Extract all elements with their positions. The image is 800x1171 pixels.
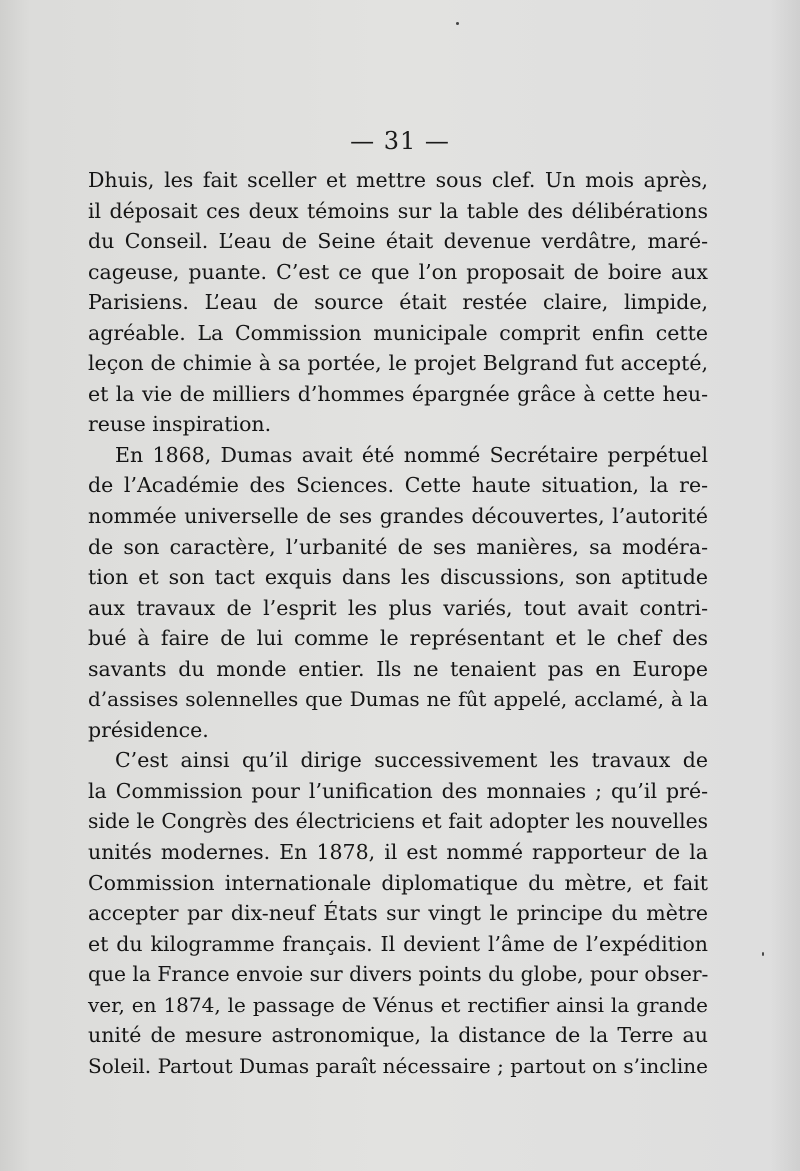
text-line: Commission internationale diplomatique du mètre, et fait — [88, 870, 708, 895]
text-line: C’est ainsi qu’il dirige successivement les travaux de — [115, 748, 708, 773]
text-line: side le Congrès des électriciens et fait adopter les nouvelles — [88, 809, 708, 834]
text-line: que la France envoie sur divers points du globe, pour obser- — [88, 962, 709, 987]
body-text — [88, 165, 708, 1081]
text-line: aux travaux de l’esprit les plus variés, tout avait contri- — [88, 595, 708, 620]
text-line: En 1868, Dumas avait été nommé Secrétaire perpétuel — [115, 442, 708, 467]
text-line: de l’Académie des Sciences. Cette haute situation, la re- — [88, 473, 708, 498]
text-line: la Commission pour l’unification des monnaies ; qu’il pré- — [88, 778, 708, 803]
text-line: et du kilogramme français. Il devient l’âme de l’expédition — [88, 931, 708, 956]
text-line: Parisiens. L’eau de source était restée claire, limpide, — [88, 290, 708, 315]
text-line: bué à faire de lui comme le représentant et le chef des — [88, 626, 708, 651]
text-line: et la vie de milliers d’hommes épargnée grâce à cette heu- — [88, 381, 708, 406]
text-line: du Conseil. L’eau de Seine était devenue verdâtre, maré- — [88, 229, 708, 254]
text-line: reuse inspiration. — [88, 412, 272, 437]
text-line: Dhuis, les fait sceller et mettre sous clef. Un mois après, — [88, 168, 708, 192]
page-speck — [762, 952, 764, 956]
text-line: d’assises solennelles que Dumas ne fût appelé, acclamé, à la — [88, 687, 708, 712]
text-line: présidence. — [88, 717, 209, 742]
text-line: cageuse, puante. C’est ce que l’on proposait de boire aux — [88, 259, 708, 284]
text-line: tion et son tact exquis dans les discussions, son aptitude — [88, 565, 708, 590]
text-line: accepter par dix-neuf États sur vingt le principe du mètre — [88, 901, 708, 926]
text-line: leçon de chimie à sa portée, le projet Belgrand fut accepté, — [88, 351, 708, 376]
text-line: unité de mesure astronomique, la distance de la Terre au — [88, 1023, 708, 1048]
text-line: ver, en 1874, le passage de Vénus et rectifier ainsi la grande — [88, 992, 708, 1017]
page-number: — 31 — — [350, 127, 450, 155]
page-speck — [456, 22, 459, 25]
text-line: Soleil. Partout Dumas paraît nécessaire ; partout on s’incline — [88, 1053, 708, 1078]
text-line: nommée universelle de ses grandes découvertes, l’autorité — [88, 504, 708, 529]
text-line: unités modernes. En 1878, il est nommé rapporteur de la — [88, 840, 708, 865]
text-line: savants du monde entier. Ils ne tenaient pas en Europe — [88, 656, 708, 681]
text-line: agréable. La Commission municipale comprit enfin cette — [88, 320, 708, 345]
text-line: de son caractère, l’urbanité de ses manières, sa modéra- — [88, 534, 708, 559]
text-line: il déposait ces deux témoins sur la table des délibérations — [88, 198, 708, 223]
